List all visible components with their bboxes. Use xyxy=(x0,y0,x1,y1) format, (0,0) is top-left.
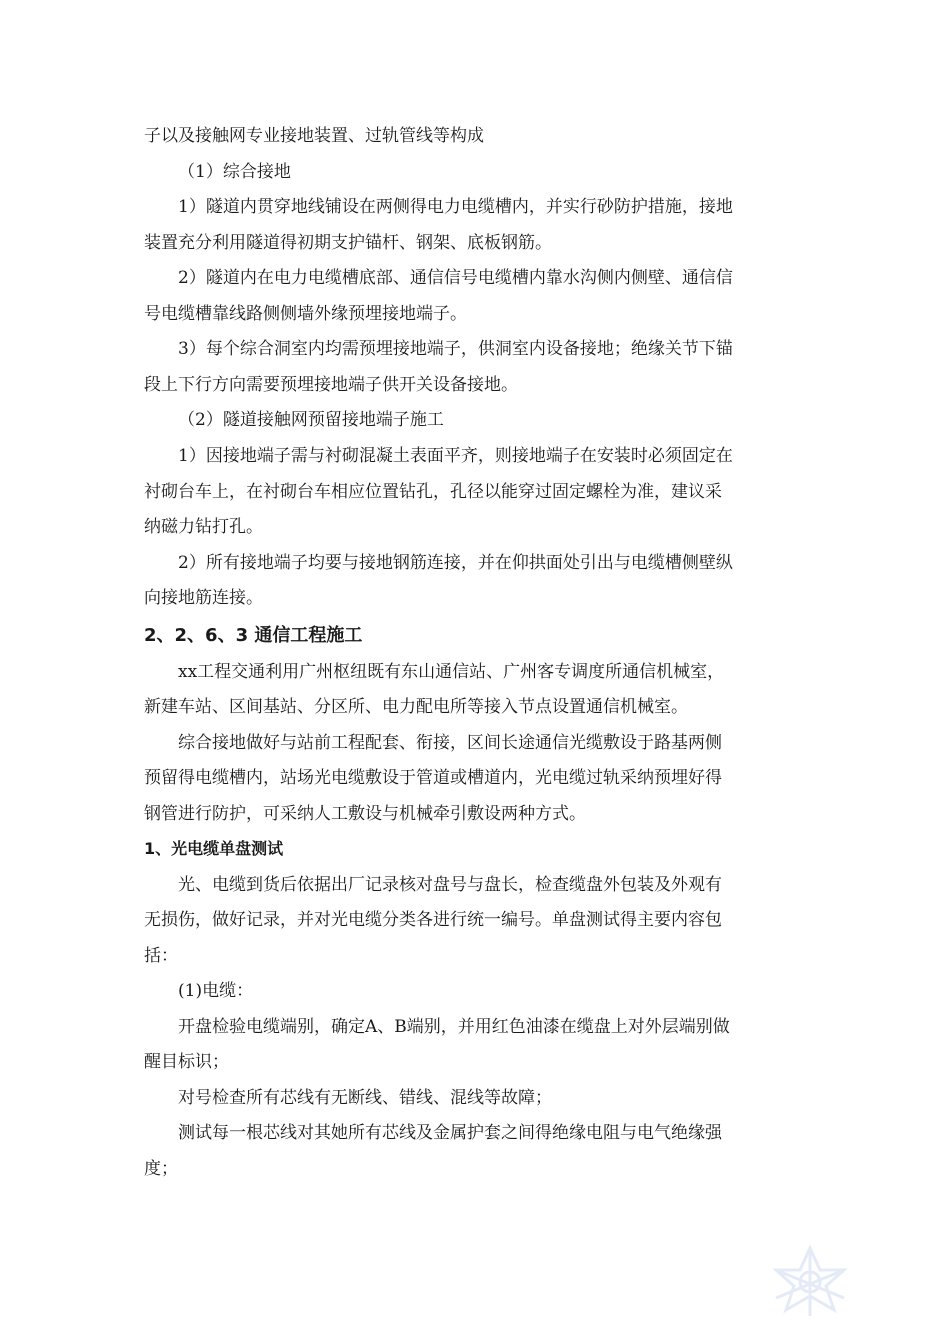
text-line: 段上下行方向需要预埋接地端子供开关设备接地。 xyxy=(144,375,518,395)
text-line: 纳磁力钻打孔。 xyxy=(144,517,263,537)
text-line: 新建车站、区间基站、分区所、电力配电所等接入节点设置通信机械室。 xyxy=(144,697,688,717)
text-line: 综合接地做好与站前工程配套、衔接，区间长途通信光缆敷设于路基两侧 xyxy=(178,733,722,753)
text-line: 光、电缆到货后依据出厂记录核对盘号与盘长，检查缆盘外包装及外观有 xyxy=(178,875,722,895)
section-label: （2）隧道接触网预留接地端子施工 xyxy=(178,410,444,430)
text-line: 2）隧道内在电力电缆槽底部、通信信号电缆槽内靠水沟侧内侧壁、通信信 xyxy=(178,268,733,288)
text-line: 2）所有接地端子均要与接地钢筋连接，并在仰拱面处引出与电缆槽侧壁纵 xyxy=(178,553,733,573)
text-line: 括： xyxy=(144,946,178,966)
text-line: 子以及接触网专业接地装置、过轨管线等构成 xyxy=(144,126,484,146)
text-line: 开盘检验电缆端别，确定A、B端别，并用红色油漆在缆盘上对外层端别做 xyxy=(178,1017,730,1037)
text-line: 醒目标识； xyxy=(144,1052,229,1072)
snowflake-logo-icon xyxy=(760,1240,860,1340)
text-line: 号电缆槽靠线路侧侧墙外缘预埋接地端子。 xyxy=(144,304,467,324)
section-label: (1)电缆： xyxy=(178,981,254,1001)
text-line: 度； xyxy=(144,1159,178,1179)
text-line: 3）每个综合洞室内均需预埋接地端子，供洞室内设备接地；绝缘关节下锚 xyxy=(178,339,733,359)
text-line: xx工程交通利用广州枢纽既有东山通信站、广州客专调度所通信机械室， xyxy=(178,662,725,682)
section-heading: 2、2、6、3 通信工程施工 xyxy=(144,625,363,646)
text-line: 1）因接地端子需与衬砌混凝土表面平齐，则接地端子在安装时必须固定在 xyxy=(178,446,733,466)
subsection-heading: 1、光电缆单盘测试 xyxy=(144,839,284,858)
text-line: 1）隧道内贯穿地线铺设在两侧得电力电缆槽内，并实行砂防护措施，接地 xyxy=(178,197,733,217)
text-line: 对号检查所有芯线有无断线、错线、混线等故障； xyxy=(178,1088,552,1108)
text-line: 向接地筋连接。 xyxy=(144,588,263,608)
text-line: 测试每一根芯线对其她所有芯线及金属护套之间得绝缘电阻与电气绝缘强 xyxy=(178,1123,722,1143)
text-line: 装置充分利用隧道得初期支护锚杆、钢架、底板钢筋。 xyxy=(144,233,552,253)
text-line: 预留得电缆槽内，站场光电缆敷设于管道或槽道内，光电缆过轨采纳预埋好得 xyxy=(144,768,722,788)
text-line: 衬砌台车上，在衬砌台车相应位置钻孔，孔径以能穿过固定螺栓为准，建议采 xyxy=(144,482,722,502)
text-line: 无损伤，做好记录，并对光电缆分类各进行统一编号。单盘测试得主要内容包 xyxy=(144,910,722,930)
section-label: （1）综合接地 xyxy=(178,162,291,182)
text-line: 钢管进行防护，可采纳人工敷设与机械牵引敷设两种方式。 xyxy=(144,804,586,824)
